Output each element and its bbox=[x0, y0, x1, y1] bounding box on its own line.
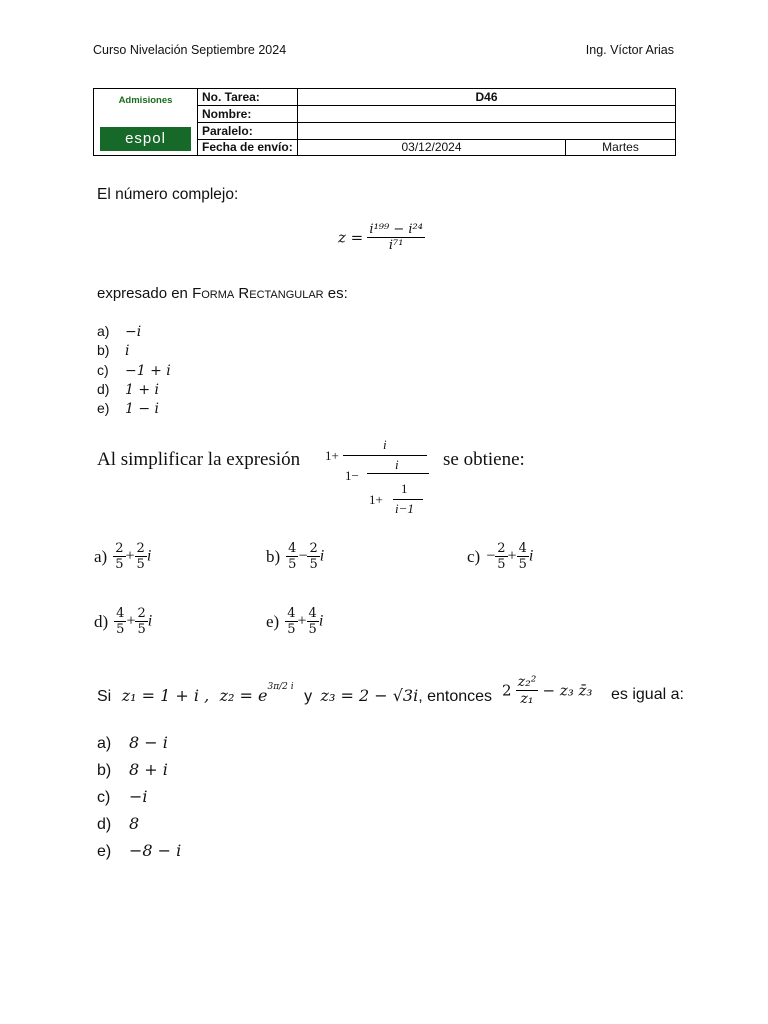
fraction-numerator: 2 bbox=[137, 606, 146, 621]
q1-option[interactable] bbox=[97, 342, 129, 359]
q3-expr-frac bbox=[516, 674, 539, 707]
option-fraction bbox=[307, 606, 319, 637]
option-operator: + bbox=[125, 547, 135, 565]
q3-z2-exp: 3π/2 i bbox=[267, 681, 294, 692]
option-value: 1 + i bbox=[125, 381, 160, 398]
q3-expr-post: − z₃ z̄₃ bbox=[542, 681, 593, 700]
option-fraction bbox=[135, 541, 147, 572]
q1-option[interactable] bbox=[97, 323, 141, 340]
day-value: Martes bbox=[602, 140, 639, 154]
q2-expr-one-minus: 1− bbox=[345, 468, 359, 483]
option-sign: − bbox=[486, 547, 496, 565]
option-operator: + bbox=[507, 547, 517, 565]
name-label: Nombre: bbox=[198, 106, 298, 122]
section-field[interactable] bbox=[298, 123, 675, 139]
q2-second-bar bbox=[367, 473, 429, 474]
fraction-denominator: 5 bbox=[137, 622, 146, 637]
fraction-numerator: 2 bbox=[115, 541, 124, 556]
q2-intro: Al simplificar la expresión bbox=[97, 449, 301, 470]
fraction-numerator: 4 bbox=[308, 606, 317, 621]
q1-intro: El número complejo: bbox=[97, 186, 239, 203]
q3-igual: es igual a: bbox=[611, 686, 684, 703]
option-letter: e) bbox=[97, 400, 110, 417]
q1-numerator: i¹⁹⁹ − i²⁴ bbox=[369, 222, 423, 237]
option-fraction bbox=[114, 606, 126, 637]
fraction-denominator: 5 bbox=[497, 557, 506, 572]
q3-option[interactable] bbox=[97, 760, 168, 780]
option-value: −8 − i bbox=[129, 841, 182, 860]
q1-prompt-b: Forma Rectangular bbox=[192, 285, 324, 302]
option-operator: − bbox=[298, 547, 308, 565]
option-letter: b) bbox=[266, 546, 281, 566]
option-letter: d) bbox=[97, 380, 110, 397]
espol-brand: espol bbox=[100, 127, 191, 151]
q1-prompt bbox=[97, 285, 348, 302]
fraction-numerator: 2 bbox=[136, 541, 145, 556]
option-imaginary-unit: i bbox=[528, 547, 534, 565]
section-row bbox=[198, 123, 675, 140]
task-value: D46 bbox=[475, 90, 498, 104]
espol-logo bbox=[94, 89, 198, 155]
fraction-numerator: 2 bbox=[309, 541, 318, 556]
fraction-numerator: 2 bbox=[497, 541, 506, 556]
q1-z: z = bbox=[338, 228, 364, 247]
option-value: 8 + i bbox=[129, 760, 168, 779]
q2-expr-one-plus: 1+ bbox=[369, 492, 383, 507]
option-letter: d) bbox=[94, 611, 109, 631]
option-value: −i bbox=[125, 324, 142, 340]
option-letter: c) bbox=[97, 361, 109, 378]
option-fraction bbox=[495, 541, 507, 572]
option-value: 8 − i bbox=[129, 733, 168, 752]
task-row bbox=[198, 89, 675, 106]
q2-expression bbox=[323, 437, 433, 522]
option-letter: a) bbox=[94, 546, 108, 566]
course-title: Curso Nivelación Septiembre 2024 bbox=[93, 43, 287, 57]
fraction-denominator: 5 bbox=[115, 557, 124, 572]
q3-expression bbox=[502, 674, 592, 707]
option-letter: e) bbox=[266, 611, 280, 631]
q3-expr-pre: 2 bbox=[502, 681, 512, 700]
section-label: Paralelo: bbox=[198, 123, 298, 139]
q2-outro: se obtiene: bbox=[443, 449, 525, 470]
date-value: 03/12/2024 bbox=[298, 139, 566, 155]
fraction-denominator: 5 bbox=[309, 557, 318, 572]
fraction-denominator: 5 bbox=[308, 622, 317, 637]
q1-option[interactable] bbox=[97, 400, 159, 417]
option-operator: + bbox=[297, 612, 307, 630]
option-imaginary-unit: i bbox=[146, 547, 152, 565]
task-label: No. Tarea: bbox=[198, 89, 298, 105]
option-letter: c) bbox=[467, 546, 481, 566]
fraction-denominator: 5 bbox=[288, 557, 297, 572]
option-value: 1 − i bbox=[125, 401, 160, 418]
q2-option[interactable] bbox=[266, 606, 323, 637]
option-imaginary-unit: i bbox=[319, 547, 325, 565]
option-fraction bbox=[113, 541, 125, 572]
q2-expr-1: 1 bbox=[401, 481, 408, 496]
fraction-numerator: 4 bbox=[518, 541, 527, 556]
fraction-denominator: 5 bbox=[136, 557, 145, 572]
option-imaginary-unit: i bbox=[147, 612, 153, 630]
q2-expr-one: 1+ bbox=[325, 448, 339, 463]
fraction-numerator: 4 bbox=[287, 606, 296, 621]
q1-fraction bbox=[367, 222, 425, 253]
q3-z1: z₁ = 1 + i , bbox=[121, 686, 210, 705]
name-field[interactable] bbox=[298, 106, 675, 122]
q2-option[interactable] bbox=[94, 541, 151, 572]
option-fraction bbox=[135, 606, 147, 637]
task-info-table bbox=[93, 88, 676, 156]
q2-third-bar bbox=[393, 499, 423, 500]
q2-expr-im1: i−1 bbox=[395, 501, 414, 516]
q3-y: y bbox=[304, 688, 313, 705]
option-fraction bbox=[285, 606, 297, 637]
q3-z3: z₃ = 2 − √3i bbox=[320, 686, 419, 705]
q2-option[interactable] bbox=[94, 606, 152, 637]
option-value: i bbox=[125, 343, 130, 360]
q3-option[interactable] bbox=[97, 841, 181, 861]
name-row bbox=[198, 106, 675, 123]
author-name: Ing. Víctor Arias bbox=[585, 43, 674, 57]
q3-entonces: , entonces bbox=[418, 688, 493, 705]
q3-option[interactable] bbox=[97, 814, 139, 834]
date-row bbox=[198, 139, 675, 156]
q3-expr-den: z₁ bbox=[520, 691, 534, 707]
fraction-denominator: 5 bbox=[287, 622, 296, 637]
q1-prompt-a: expresado en bbox=[97, 285, 193, 302]
q2-expr-i: i bbox=[383, 437, 387, 452]
date-label: Fecha de envío: bbox=[198, 139, 298, 155]
q2-main-bar bbox=[343, 455, 427, 456]
option-fraction bbox=[286, 541, 298, 572]
option-operator: + bbox=[126, 612, 136, 630]
q1-option[interactable] bbox=[97, 362, 171, 379]
q1-formula bbox=[338, 222, 425, 253]
q2-expr-i2: i bbox=[395, 457, 399, 472]
option-letter: e) bbox=[97, 843, 112, 860]
q2-option[interactable] bbox=[266, 541, 324, 572]
fraction-denominator: 5 bbox=[116, 622, 125, 637]
option-letter: c) bbox=[97, 789, 111, 806]
q3-option[interactable] bbox=[97, 733, 168, 753]
admisiones-label: Admisiones bbox=[118, 95, 173, 106]
q1-prompt-c: es: bbox=[323, 285, 348, 302]
option-value: −1 + i bbox=[125, 362, 171, 379]
q1-denominator: i⁷¹ bbox=[388, 238, 404, 253]
q2-option[interactable] bbox=[467, 541, 533, 572]
option-letter: b) bbox=[97, 762, 112, 779]
option-letter: d) bbox=[97, 816, 112, 833]
fraction-numerator: 4 bbox=[288, 541, 297, 556]
option-letter: a) bbox=[97, 735, 112, 752]
q3-option[interactable] bbox=[97, 787, 148, 807]
option-value: 8 bbox=[129, 814, 140, 833]
option-fraction bbox=[517, 541, 529, 572]
option-fraction bbox=[307, 541, 319, 572]
option-letter: b) bbox=[97, 342, 110, 359]
option-imaginary-unit: i bbox=[318, 612, 324, 630]
fraction-denominator: 5 bbox=[518, 557, 527, 572]
q3-expr-num: z₂² bbox=[517, 674, 537, 690]
q1-option[interactable] bbox=[97, 381, 159, 398]
q3-z2: z₂ = e bbox=[219, 686, 268, 705]
q3-si: Si bbox=[97, 688, 112, 705]
option-value: −i bbox=[129, 787, 148, 806]
option-letter: a) bbox=[97, 323, 110, 339]
fraction-numerator: 4 bbox=[116, 606, 125, 621]
